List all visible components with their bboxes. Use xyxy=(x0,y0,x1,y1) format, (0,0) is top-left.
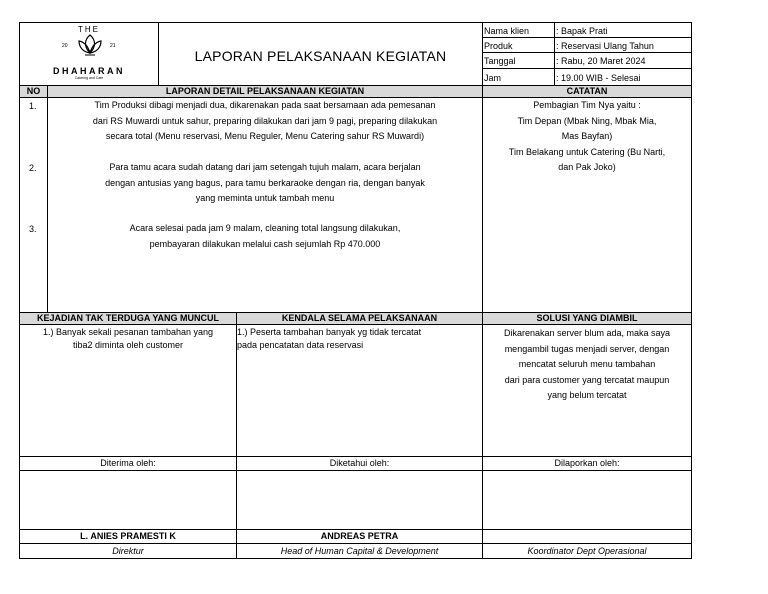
acknowledged-by-label: Diketahui oleh: xyxy=(236,456,483,471)
leaf-logo-icon xyxy=(75,33,105,57)
solution-line: Dikarenakan server blum ada, maka saya xyxy=(503,328,671,338)
column-header-notes: CATATAN xyxy=(482,85,692,98)
detail-line: secara total (Menu reservasi, Menu Reguler, Menu Catering sahur RS Muwardi) xyxy=(105,131,425,141)
signature-space-3 xyxy=(482,470,692,530)
signatory-role-1: Direktur xyxy=(19,543,237,559)
column-header-no: NO xyxy=(19,85,48,98)
notes-line: Tim Belakang untuk Catering (Bu Narti, xyxy=(508,146,666,157)
detail-line: Tim Produksi dibagi menjadi dua, dikarenakan pada saat bersamaan ada pemesanan xyxy=(94,100,436,110)
column-header-constraint: KENDALA SELAMA PELAKSANAAN xyxy=(236,312,483,325)
solution-line: dari para customer yang tercatat maupun xyxy=(504,374,670,385)
logo-tagline: Catering and Cafe xyxy=(74,76,104,80)
detail-line: Acara selesai pada jam 9 malam, cleaning total langsung dilakukan, xyxy=(129,223,401,233)
solution-line: mencatat seluruh menu tambahan xyxy=(518,359,656,369)
logo-cell xyxy=(19,22,159,86)
column-header-solution: SOLUSI YANG DIAMBIL xyxy=(482,312,692,325)
signature-space-1 xyxy=(19,470,237,530)
notes-line: Pembagian Tim Nya yaitu : xyxy=(533,100,641,110)
info-label-jam: Jam xyxy=(482,68,555,86)
notes-line: dan Pak Joko) xyxy=(558,162,616,172)
column-header-incident: KEJADIAN TAK TERDUGA YANG MUNCUL xyxy=(19,312,237,325)
logo-top-word: THE xyxy=(78,25,100,34)
detail-line: dengan antusias yang bagus, para tamu berkaraoke dengan ria, dengan banyak xyxy=(105,177,425,188)
received-by-label: Diterima oleh: xyxy=(19,456,237,471)
item-number: 3. xyxy=(29,224,37,234)
notes-line: Mas Bayfan) xyxy=(561,131,613,141)
column-header-detail: LAPORAN DETAIL PELAKSANAAN KEGIATAN xyxy=(47,85,483,98)
constraint-line: 1.) Peserta tambahan banyak yg tidak tercatat xyxy=(237,327,422,337)
incident-line: 1.) Banyak sekali pesanan tambahan yang xyxy=(42,327,214,337)
solution-content xyxy=(483,326,691,404)
item-number: 1. xyxy=(29,101,37,111)
signature-space-2 xyxy=(236,470,483,530)
detail-no-column xyxy=(19,97,48,313)
detail-line: Para tamu acara sudah datang dari jam setengah tujuh malam, acara berjalan xyxy=(109,162,421,172)
incident-content xyxy=(20,326,236,352)
detail-line: yang meminta untuk tambah menu xyxy=(195,193,335,203)
solution-line: yang belum tercatat xyxy=(547,390,627,400)
constraint-line: pada pencatatan data reservasi xyxy=(237,340,364,350)
detail-item-3 xyxy=(48,221,482,252)
item-number: 2. xyxy=(29,163,37,173)
logo-left-number: 20 xyxy=(62,43,68,49)
detail-item-2 xyxy=(48,160,482,207)
notes-content xyxy=(483,98,691,176)
detail-line: pembayaran dilakukan melalui cash sejumlah Rp 470.000 xyxy=(149,238,381,249)
info-value-nama-klien: : Bapak Prati xyxy=(554,22,692,38)
constraint-content xyxy=(237,326,481,352)
incident-line: tiba2 diminta oleh customer xyxy=(72,340,184,350)
info-label-tanggal: Tanggal xyxy=(482,52,555,69)
notes-line: Tim Depan (Mbak Ning, Mbak Mia, xyxy=(517,115,657,126)
logo-right-number: 21 xyxy=(110,43,116,49)
signatory-name-3 xyxy=(482,529,692,544)
info-label-produk: Produk xyxy=(482,37,555,53)
info-value-produk: : Reservasi Ulang Tahun xyxy=(554,37,692,53)
info-value-jam: : 19.00 WIB - Selesai xyxy=(554,68,692,86)
signatory-name-1: L. ANIES PRAMESTI K xyxy=(19,529,237,544)
solution-line: mengambil tugas menjadi server, dengan xyxy=(504,343,670,354)
signatory-role-3: Koordinator Dept Operasional xyxy=(482,543,692,559)
info-value-tanggal: : Rabu, 20 Maret 2024 xyxy=(554,52,692,69)
detail-item-1 xyxy=(48,98,482,145)
signatory-name-2: ANDREAS PETRA xyxy=(236,529,483,544)
detail-line: dari RS Muwardi untuk sahur, preparing dilakukan dari jam 9 pagi, preparing dilakukan xyxy=(92,115,438,126)
reported-by-label: Dilaporkan oleh: xyxy=(482,456,692,471)
report-sheet xyxy=(19,22,692,559)
page-title: LAPORAN PELAKSANAAN KEGIATAN xyxy=(194,48,447,64)
signatory-role-2: Head of Human Capital & Development xyxy=(236,543,483,559)
info-label-nama-klien: Nama klien xyxy=(482,22,555,38)
logo-brand: DHAHARAN xyxy=(53,66,125,76)
title-cell xyxy=(158,22,483,86)
